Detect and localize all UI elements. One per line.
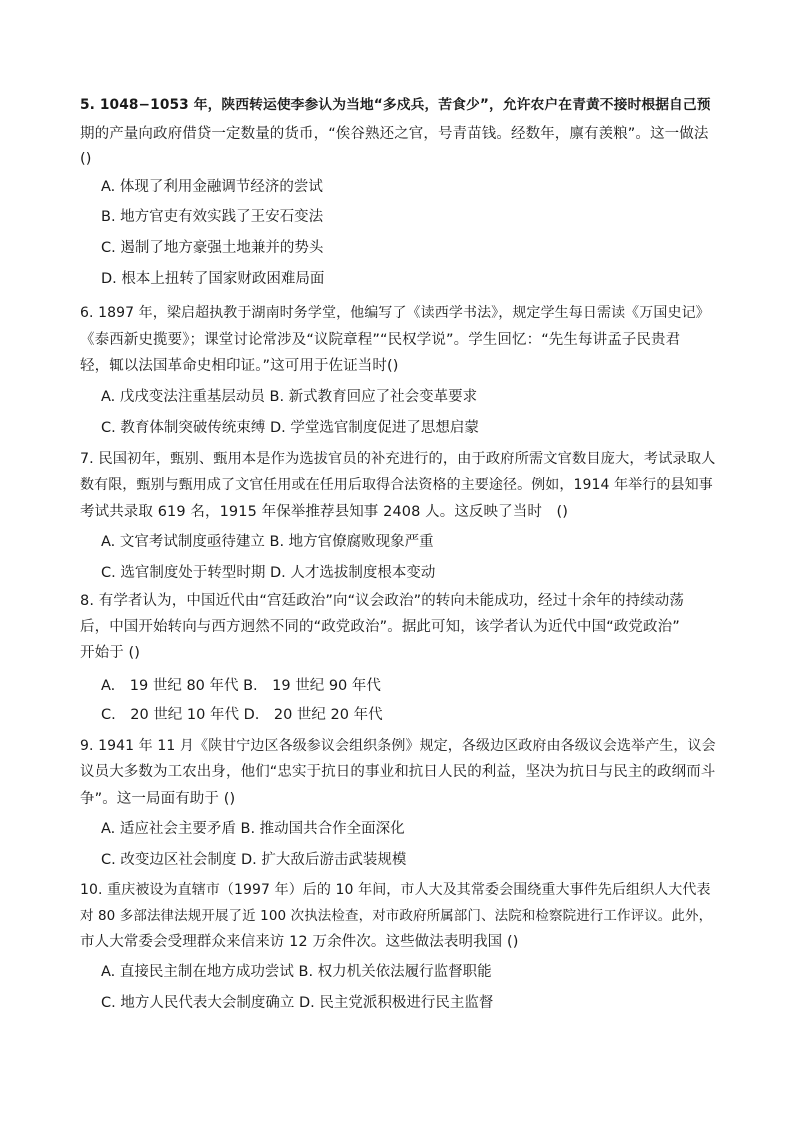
question-8-line-1: 8. 有学者认为，中国近代由“宫廷政治”向“议会政治”的转向未能成功，经过十余年的持续动荡	[80, 593, 684, 609]
question-5-option-c: C. 遏制了地方豪强土地兼并的势头	[101, 240, 324, 256]
question-10-line-1: 10. 重庆被设为直辖市（1997 年）后的 10 年间，市人大及其常委会围绕重大事件先后组织人大代表	[80, 882, 711, 898]
question-7-line-1: 7. 民国初年，甄别、甄用本是作为选拔官员的补充进行的，由于政府所需文官数目庞大，考试录取人	[80, 451, 716, 467]
question-5-line-3: ()	[80, 151, 92, 167]
question-6-line-1: 6. 1897 年，梁启超执教于湖南时务学堂，他编写了《读西学书法》，规定学生每日需读《万国史记》	[80, 305, 710, 321]
question-7-line-3: 考试共录取 619 名，1915 年保举推荐县知事 2408 人。这反映了当时 ()	[80, 504, 569, 520]
question-10-line-3: 市人大常委会受理群众来信来访 12 万余件次。这些做法表明我国 ()	[80, 934, 519, 950]
question-6-option-cd: C. 教育体制突破传统束缚 D. 学堂选官制度促进了思想启蒙	[101, 420, 479, 436]
question-10-option-cd: C. 地方人民代表大会制度确立 D. 民主党派积极进行民主监督	[101, 995, 494, 1011]
question-8-option-ab: A. 19 世纪 80 年代 B. 19 世纪 90 年代	[101, 678, 381, 694]
question-7-option-cd: C. 选官制度处于转型时期 D. 人才选拔制度根本变动	[101, 565, 436, 581]
question-8-line-2: 后，中国开始转向与西方迥然不同的“政党政治”。据此可知，该学者认为近代中国“政党政治”	[80, 619, 680, 635]
question-9-line-1: 9. 1941 年 11 月《陕甘宁边区各级参议会组织条例》规定，各级边区政府由各级议会选举产生，议会	[80, 738, 716, 754]
question-10-option-ab: A. 直接民主制在地方成功尝试 B. 权力机关依法履行监督职能	[101, 964, 492, 980]
question-10-line-2: 对 80 多部法律法规开展了近 100 次执法检查，对市政府所属部门、法院和检察院进行工作评议。此外，	[80, 908, 713, 924]
question-7-option-ab: A. 文官考试制度亟待建立 B. 地方官僚腐败现象严重	[101, 534, 434, 550]
question-9-option-cd: C. 改变边区社会制度 D. 扩大敌后游击武装规模	[101, 852, 407, 868]
question-8-line-3: 开始于 ()	[80, 645, 141, 661]
question-9-line-2: 议员大多数为工农出身，他们“忠实于抗日的事业和抗日人民的利益，坚决为抗日与民主的政纲而斗	[80, 764, 716, 780]
question-5-option-b: B. 地方官吏有效实践了王安石变法	[101, 209, 324, 225]
question-7-line-2: 数有限，甄别与甄用成了文官任用或在任用后取得合法资格的主要途径。例如，1914 年举行的县知事	[80, 477, 713, 493]
question-6-line-2: 《泰西新史揽要》；课堂讨论常涉及“议院章程”“民权学说”。学生回忆：“先生每讲孟子民贵君	[80, 332, 681, 348]
question-8-option-cd: C. 20 世纪 10 年代 D. 20 世纪 20 年代	[101, 707, 383, 723]
question-5-line-1: 5. 1048−1053 年，陕西转运使李参认为当地“多戍兵，苦食少”，允许农户在青黄不接时根据自己预	[80, 97, 711, 113]
question-9-line-3: 争”。这一局面有助于 ()	[80, 791, 236, 807]
question-6-line-3: 轻，辄以法国革命史相印证。”这可用于佐证当时()	[80, 358, 399, 374]
question-5-option-a: A. 体现了利用金融调节经济的尝试	[101, 179, 323, 195]
question-5-line-2: 期的产量向政府借贷一定数量的货币，“俟谷熟还之官，号青苗钱。经数年，廪有羡粮”。这一做法	[80, 126, 709, 142]
question-6-option-ab: A. 戊戌变法注重基层动员 B. 新式教育回应了社会变革要求	[101, 389, 478, 405]
question-5-option-d: D. 根本上扭转了国家财政困难局面	[101, 271, 325, 287]
question-9-option-ab: A. 适应社会主要矛盾 B. 推动国共合作全面深化	[101, 821, 405, 837]
